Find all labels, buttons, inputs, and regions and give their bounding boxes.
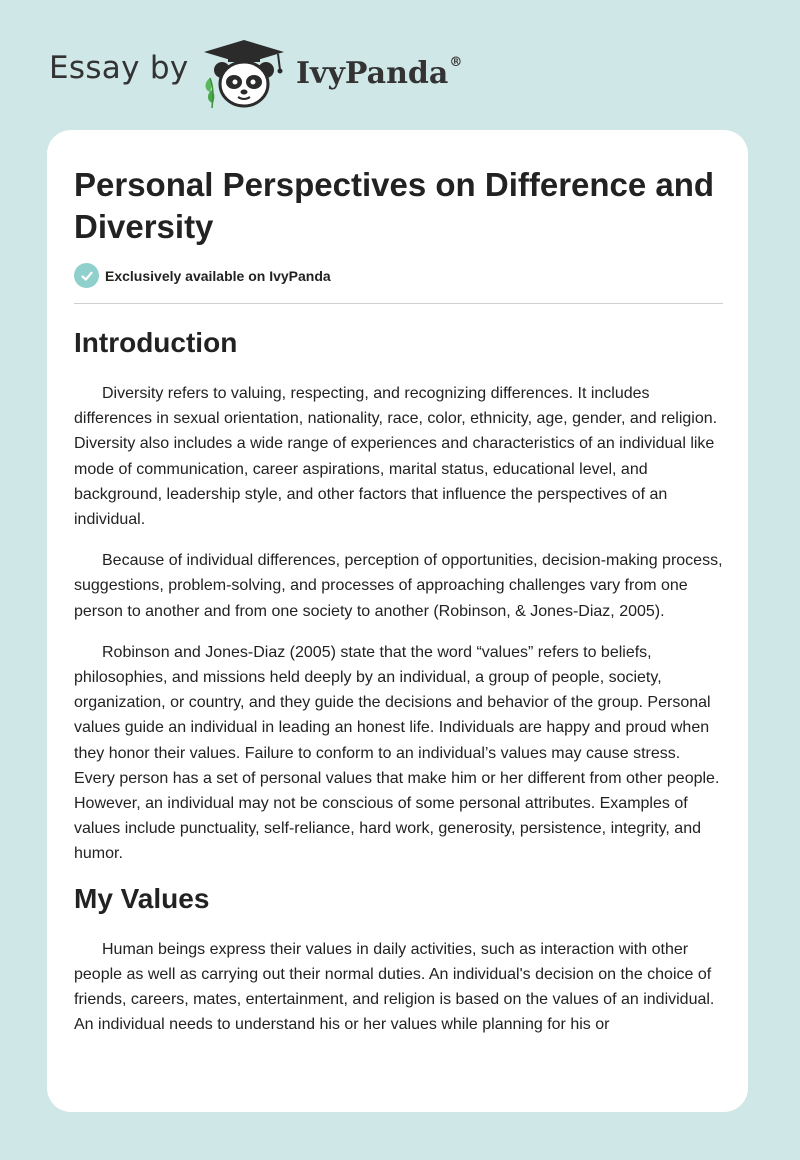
exclusive-badge <box>74 263 331 288</box>
section-heading-my-values: My Values <box>74 882 210 914</box>
site-header <box>0 0 800 130</box>
leaf-icon <box>206 78 215 108</box>
section-heading-introduction: Introduction <box>74 327 238 358</box>
title-divider <box>74 303 723 304</box>
brand-name[interactable] <box>296 56 462 91</box>
brand-essay-by: Essay by <box>49 50 189 86</box>
page-title: Personal Perspectives on Difference and Diversity <box>74 166 715 245</box>
paragraph: Because of individual differences, perception of opportunities, decision-making process, suggestions, problem-solving, and processes of approaching challenges vary from one person to another and from one society to another (Robinson, & Jones-Diaz, 2005). <box>74 552 723 620</box>
registered-mark: ® <box>449 55 463 70</box>
essay-card <box>47 130 748 1112</box>
brand-name-text: IvyPanda <box>296 56 449 91</box>
check-circle-icon <box>74 263 99 288</box>
paragraph: Diversity refers to valuing, respecting, and recognizing differences. It includes differences in sexual orientation, nationality, race, color, ethnicity, age, gender, and religion. Diversity also includes a wide range of experiences and characteristics of an individual like mode of communication, career aspirations, marital status, educational level, and background, leadership style, and other factors that influence the perspectives of an individual. <box>74 385 718 529</box>
paragraph: Human beings express their values in daily activities, such as interaction with other people as well as carrying out their normal duties. An individual's decision on the choice of friends, careers, mates, entertainment, and religion is based on the values of an individual. An individual needs to understand his or her values while planning for his or <box>74 940 715 1034</box>
paragraph: Robinson and Jones-Diaz (2005) state that the word “values” refers to beliefs, philosophies, and missions held deeply by an individual, a group of people, society, organization, or country, and they guide the decisions and behavior of the group. Personal values guide an individual in leading an honest life. Individuals are happy and proud when they honor their values. Failure to conform to an individual’s values may cause stress. Every person has a set of personal values that make him or her different from other people. However, an individual may not be conscious of some personal attributes. Examples of values include punctuality, self-reliance, hard work, generosity, persistence, integrity, and humor. <box>74 643 720 863</box>
essay-body <box>74 325 724 1037</box>
exclusive-badge-label: Exclusively available on IvyPanda <box>105 267 331 284</box>
panda-graduate-icon[interactable] <box>198 38 290 110</box>
